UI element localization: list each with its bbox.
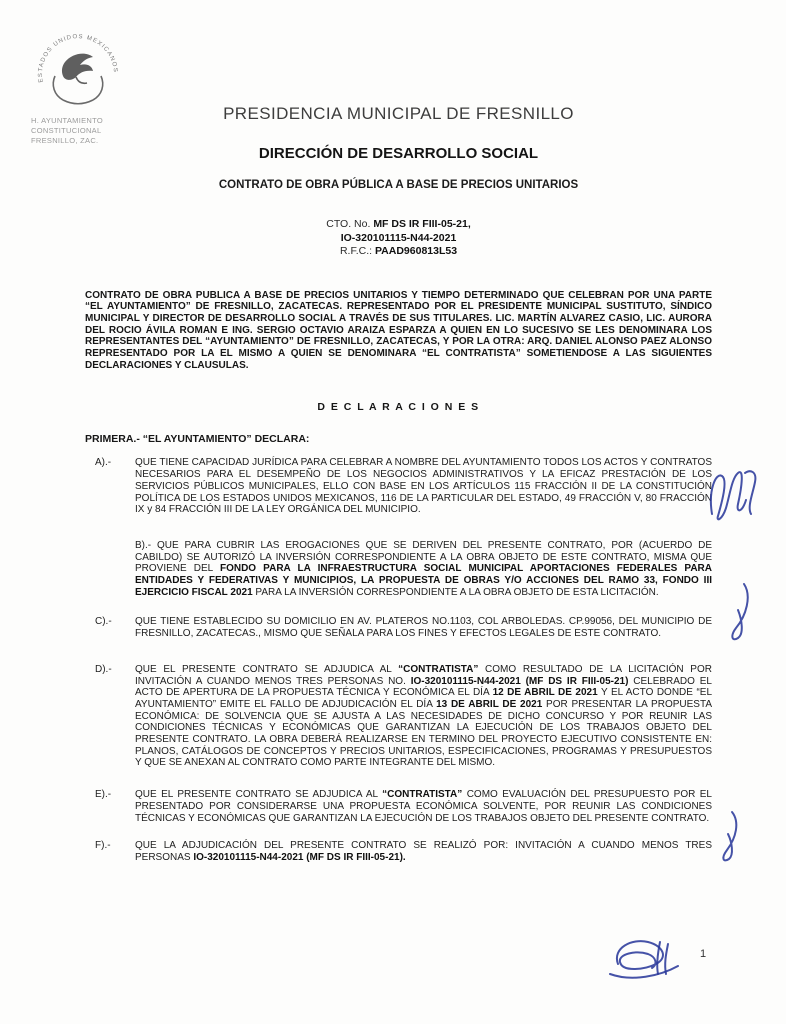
logo-caption-line-3: FRESNILLO, ZAC. [31,136,99,145]
declaration-label-e: E).- [95,789,112,801]
page-title: PRESIDENCIA MUNICIPAL DE FRESNILLO [223,104,574,123]
logo-caption-line-1: H. AYUNTAMIENTO [31,116,104,125]
declaration-item-a [85,457,712,516]
document-content [0,104,786,864]
declaration-text-d: QUE EL PRESENTE CONTRATO SE ADJUDICA AL “CONTRATISTA” COMO RESULTADO DE LA LICITACIÓN POR INVITACIÓN A CUANDO MENOS TRES PERSONAS NO. IO-320101115-N44-2021 (MF DS IR FIII-05-21) CELEBRADO EL ACTO DE APERTURA DE LA PROPUESTA TÉCNICA Y ECONÓMICA EL DÍA 12 DE ABRIL DE 2021 Y EL ACTO DONDE “EL AYUNTAMIENTO” EMITE EL FALLO DE ADJUDICACIÓN EL DÍA 13 DE ABRIL DE 2021 POR PRESENTAR LA PROPUESTA ECONÓMICA: DE SOLVENCIA QUE SE AJUSTA A LAS NECESIDADES DE DICHO CONCURSO Y POR REUNIR LAS CONDICIONES TÉCNICAS Y ECONÓMICAS QUE GARANTIZAN LA EJECUCIÓN DE LOS TRABAJOS OBJETO DEL PRESENTE CONTRATO. LA OBRA DEBERÁ REALIZARSE EN TERMINO DEL PROYECTO EJECUTIVO CONSISTENTE EN: PLANOS, CATÁLOGOS DE CONCEPTOS Y PRECIOS UNITARIOS, ESPECIFICACIONES, PROGRAMAS Y PRESUPUESTOS Y QUE SE ANEXAN AL CONTRATO COMO PARTE INTEGRANTE DEL MISMO. [135,663,713,769]
page-number: 1 [700,948,707,960]
declarations-heading: D E C L A R A C I O N E S [317,401,480,414]
declaration-text-e: QUE EL PRESENTE CONTRATO SE ADJUDICA AL “CONTRATISTA” COMO EVALUACIÓN DEL PRESUPUESTO POR EL PRESENTADO POR CONSIDERARSE UNA PROPUESTA ECONÓMICA SOLVENTE, POR REUNIR LAS CONDICIONES TÉCNICAS Y ECONÓMICAS QUE GARANTIZAN LA EJECUCIÓN DE LOS TRABAJOS OBJETO DEL PRESENTE CONTRATO. [135,789,712,824]
declaration-item-e [85,789,712,824]
declaration-label-d: D).- [95,663,112,675]
municipal-seal-logo [28,32,128,119]
contract-type-title: CONTRATO DE OBRA PÚBLICA A BASE DE PRECIOS UNITARIOS [218,179,579,191]
declaration-item-c [85,616,712,639]
margin-ink-flourish-e [714,808,744,864]
declaration-text-f: QUE LA ADJUDICACIÓN DEL PRESENTE CONTRATO SE REALIZÓ POR: INVITACIÓN A CUANDO MENOS TRES PERSONAS IO-320101115-N44-2021 (MF DS IR FIII-05-21). [135,840,712,863]
logo-caption-line-2: CONSTITUCIONAL [31,126,102,135]
declaration-text-c: QUE TIENE ESTABLECIDO SU DOMICILIO EN AV. PLATEROS NO.1103, COL ARBOLEDAS. CP.99056, DEL MUNICIPIO DE FRESNILLO, ZACATECAS., MISMO QUE SEÑALA PARA LOS FINES Y EFECTOS LEGALES DE ESTE CONTRATO. [135,616,712,640]
contract-identifiers [85,218,712,259]
primera-declaration-heading: PRIMERA.- “EL AYUNTAMIENTO” DECLARA: [85,433,310,446]
contract-number-line: CTO. No. MF DS IR FIII-05-21, [326,218,471,230]
bottom-signature-ink [598,930,684,986]
declaration-item-f [85,840,712,863]
declaration-label-f: F).- [95,840,111,852]
svg-text:ESTADOS UNIDOS MEXICANOS: ESTADOS UNIDOS MEXICANOS [37,34,119,83]
declaration-text-a: QUE TIENE CAPACIDAD JURÍDICA PARA CELEBRAR A NOMBRE DEL AYUNTAMIENTO TODOS LOS ACTOS Y CONTRATOS NECESARIOS PARA EL DESEMPEÑO DE LOS NEGOCIOS ADMINISTRATIVOS Y LA EFICAZ PRESTACIÓN DE LOS SERVICIOS PÚBLICOS MUNICIPALES, ELLO CON BASE EN LOS ARTÍCULOS 115 FRACCIÓN II DE LA CONSTITUCIÓN POLÍTICA DE LOS ESTADOS UNIDOS MEXICANOS, 116 DE LA PARTICULAR DEL ESTADO, 49 FRACCIÓN V, 80 FRACCIÓN IX y 84 FRACCIÓN III DE LA LEY ORGÁNICA DEL MUNICIPIO. [135,457,712,516]
margin-ink-flourish-b [722,580,756,644]
declaration-label-b [85,540,135,599]
logo-caption [31,116,103,146]
declaration-text-b: B).- QUE PARA CUBRIR LAS EROGACIONES QUE SE DERIVEN DEL PRESENTE CONTRATO, POR (ACUERDO DE CABILDO) SE AUTORIZÓ LA INVERSIÓN CORRESPONDIENTE A LA OBRA OBJETO DE ESTE CONTRATO, MISMA QUE PROVIENE DEL FONDO PARA LA INFRAESTRUCTURA SOCIAL MUNICIPAL APORTACIONES FEDERALES PARA ENTIDADES Y FEDERATIVAS Y MUNICIPIOS, LA PROPUESTA DE OBRAS Y/O ACCIONES DEL RAMO 33, FONDO III EJERCICIO FISCAL 2021 PARA LA INVERSIÓN CORRESPONDIENTE A LA OBRA OBJETO DE ESTA LICITACIÓN. [135,539,712,598]
rfc-line: R.F.C.: PAAD960813L53 [339,245,458,257]
declaration-label-a: A).- [95,457,112,469]
tender-number-line: IO-320101115-N44-2021 [340,231,457,244]
department-subtitle: DIRECCIÓN DE DESARROLLO SOCIAL [258,145,539,162]
contract-intro-paragraph: CONTRATO DE OBRA PUBLICA A BASE DE PRECIOS UNITARIOS Y TIEMPO DETERMINADO QUE CELEBRAN POR UNA PARTE “EL AYUNTAMIENTO” DE FRESNILLO, ZACATECAS. REPRESENTADO POR EL PRESIDENTE MUNICIPAL SUSTITUTO, SÍNDICO MUNICIPAL Y DIRECTOR DE DESARROLLO SOCIAL A TRAVÉS DE SUS TITULARES. LIC. MARTÍN ALVAREZ CASIO, LIC. AURORA DEL ROCIO ÁVILA ROMAN E ING. SERGIO OCTAVIO ARAIZA ESPARZA A QUIEN EN LO SUCESIVO SE LES DENOMINARA LOS REPRESENTANTES DEL “AYUNTAMIENTO” DE FRESNILLO, ZACATECAS, Y POR LA OTRA: ARQ. DANIEL ALONSO PAEZ ALONSO REPRESENTADO POR LA EL MISMO A QUIEN SE DENOMINARA “EL CONTRATISTA” SOMETIENDOSE A LAS SIGUIENTES DECLARACIONES Y CLAUSULAS. [85,289,712,371]
coat-of-arms-icon [28,32,128,114]
margin-initials-ink-a [698,462,770,528]
declaration-label-c: C).- [95,616,112,628]
declaration-item-d [85,664,712,769]
declaration-item-b [85,540,712,599]
